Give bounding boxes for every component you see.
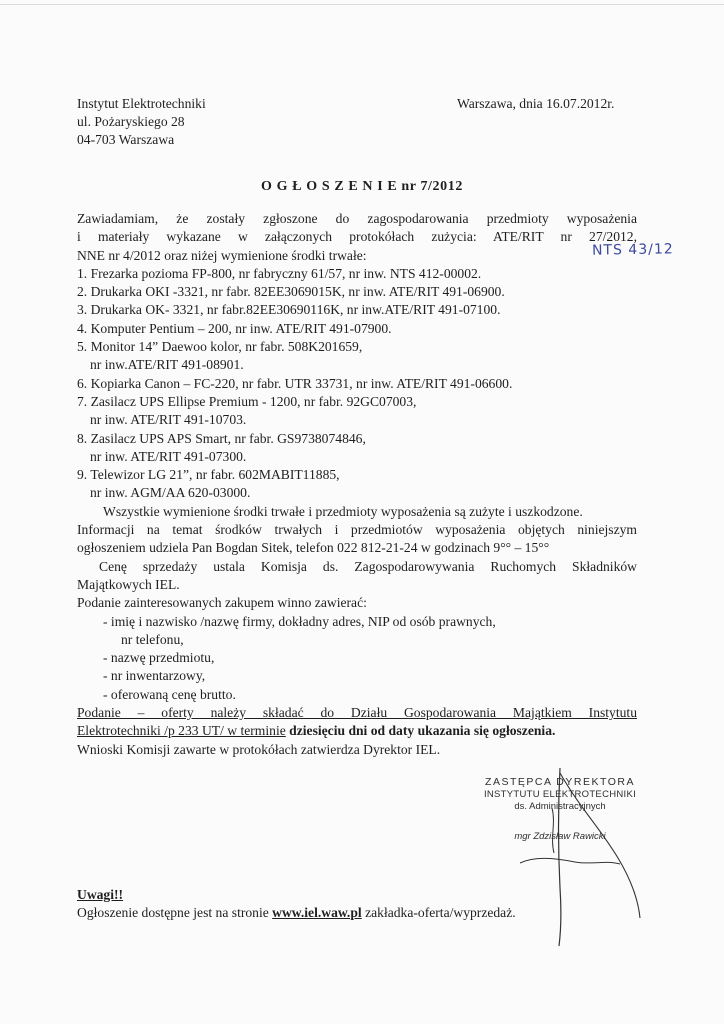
list-item: 5. Monitor 14” Daewoo kolor, nr fabr. 508K201659,: [77, 339, 363, 355]
paragraph-price-line-2: Majątkowych IEL.: [77, 576, 180, 592]
handwritten-note: NTS 43/12: [591, 241, 674, 259]
official-stamp: [470, 776, 650, 843]
paragraph-contact-line-1: Informacji na temat środków trwałych i przedmiotów wyposażenia objętych niniejszym: [77, 522, 637, 538]
sender-city: 04-703 Warszawa: [77, 132, 175, 147]
list-item: 8. Zasilacz UPS APS Smart, nr fabr. GS9738074846,: [77, 430, 366, 446]
document-body: [77, 210, 637, 759]
offer-heading: Podanie zainteresowanych zakupem winno zawierać:: [77, 595, 367, 611]
website-link[interactable]: www.iel.waw.pl: [272, 905, 362, 920]
stamp-institute: INSTYTUTU ELEKTROTECHNIKI: [483, 789, 637, 800]
list-item: 4. Komputer Pentium – 200, nr inw. ATE/RIT 491-07900.: [77, 320, 392, 336]
offer-point: - nazwę przedmiotu,: [103, 650, 215, 666]
page-top-edge: [0, 4, 724, 5]
intro-line-1: Zawiadamiam, że zostały zgłoszone do zagospodarowania przedmioty wyposażenia: [77, 211, 637, 226]
sender-address: [77, 95, 206, 149]
list-item: 9. Telewizor LG 21”, nr fabr. 602MABIT11885,: [77, 467, 340, 483]
list-item-continuation: nr inw.ATE/RIT 491-08901.: [90, 357, 244, 373]
intro-line-2: i materiały wykazane w załączonych protokółach zużycia: ATE/RIT nr 27/2012,: [77, 229, 637, 245]
notes-text: [77, 904, 516, 922]
submission-line-2: [77, 722, 637, 740]
offer-point: - oferowaną cenę brutto.: [103, 686, 236, 702]
offer-point: - imię i nazwisko /nazwę firmy, dokładny adres, NIP od osób prawnych,: [103, 613, 496, 629]
submission-line-1: Podanie – oferty należy składać do Działu Gospodarowania Majątkiem Instytutu: [77, 705, 637, 721]
stamp-signatory: mgr Zdzisław Rawicki: [514, 831, 606, 842]
document-date: Warszawa, dnia 16.07.2012r.: [457, 96, 615, 111]
paragraph-price-line-1: Cenę sprzedaży ustala Komisja ds. Zagospodarowywania Ruchomych Składników: [99, 558, 637, 574]
list-item-continuation: nr inw. ATE/RIT 491-07300.: [90, 448, 247, 464]
list-item: 2. Drukarka OKI -3321, nr fabr. 82EE3069015K, nr inw. ATE/RIT 491-06900.: [77, 284, 505, 300]
intro-line-3: NNE nr 4/2012 oraz niżej wymienione środki trwałe:: [77, 247, 367, 263]
submission-deadline: dziesięciu dni od daty ukazania się ogłoszenia.: [285, 723, 556, 739]
offer-point-continuation: nr telefonu,: [121, 631, 184, 647]
notes-text-after: zakładka-oferta/wyprzedaż.: [361, 905, 516, 920]
list-item: 7. Zasilacz UPS Ellipse Premium - 1200, nr fabr. 92GC07003,: [77, 393, 417, 409]
list-item: 3. Drukarka OK- 3321, nr fabr.82EE30690116K, nr inw.ATE/RIT 491-07100.: [77, 302, 501, 318]
stamp-title: ZASTĘPCA DYREKTORA: [485, 776, 635, 788]
list-item: 6. Kopiarka Canon – FC-220, nr fabr. UTR 33731, nr inw. ATE/RIT 491-06600.: [77, 375, 513, 391]
sender-name: Instytut Elektrotechniki: [77, 96, 206, 111]
stamp-department: ds. Administracyjnych: [514, 801, 606, 812]
offer-point: - nr inwentarzowy,: [103, 668, 206, 684]
list-item-continuation: nr inw. AGM/AA 620-03000.: [90, 485, 251, 501]
document-title: O G Ł O S Z E N I E nr 7/2012: [261, 179, 463, 194]
notes-text-before: Ogłoszenie dostępne jest na stronie: [77, 905, 273, 920]
submission-place: Elektrotechniki /p 233 UT/ w terminie: [77, 723, 286, 739]
notes-heading: Uwagi!!: [77, 887, 124, 902]
submission-line-3: Wnioski Komisji zawarte w protokółach zatwierdza Dyrektor IEL.: [77, 741, 441, 757]
paragraph-condition: Wszystkie wymienione środki trwałe i przedmioty wyposażenia są zużyte i uszkodzone.: [103, 503, 583, 519]
list-item: 1. Frezarka pozioma FP-800, nr fabryczny 61/57, nr inw. NTS 412-00002.: [77, 265, 482, 281]
footer-notes: [77, 886, 516, 922]
list-item-continuation: nr inw. ATE/RIT 491-10703.: [90, 412, 247, 428]
sender-street: ul. Pożaryskiego 28: [77, 114, 185, 129]
paragraph-contact-line-2: ogłoszeniem udziela Pan Bogdan Sitek, telefon 022 812-21-24 w godzinach 9°° – 15°°: [77, 540, 550, 556]
